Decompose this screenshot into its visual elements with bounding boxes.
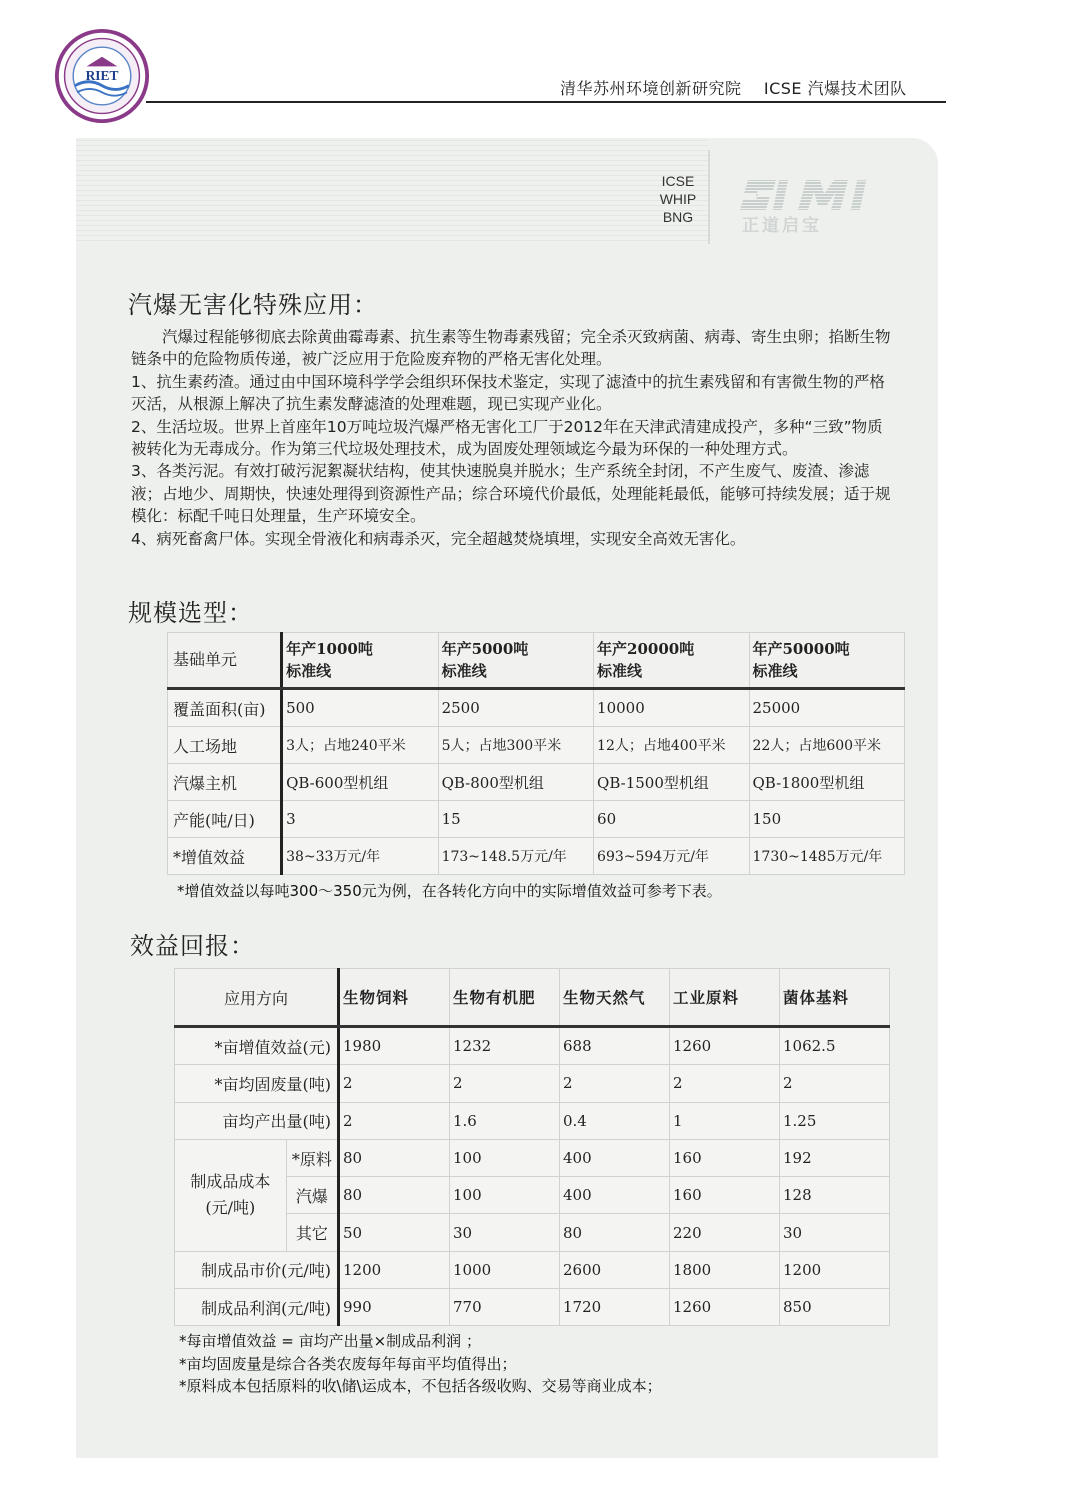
- badge-line: BNG: [662, 209, 694, 225]
- table-header-row: [175, 969, 890, 1027]
- table-cell: 160: [670, 1177, 780, 1214]
- header-divider: [146, 101, 946, 103]
- table-cell: 3: [282, 801, 438, 838]
- table-cell: 25000: [749, 689, 905, 727]
- table-cell: *增值效益: [168, 838, 282, 875]
- table-cell: 制成品市价(元/吨): [175, 1251, 339, 1288]
- table-cell: 100: [450, 1177, 560, 1214]
- table-cell: 产能(吨/日): [168, 801, 282, 838]
- table-cell: 50: [339, 1214, 450, 1251]
- cost-group-label-line: 制成品成本: [190, 1172, 271, 1192]
- brand-logo: [740, 176, 890, 236]
- table-cell: QB-800型机组: [438, 764, 593, 801]
- table-row: [168, 801, 905, 838]
- scale-note: *增值效益以每吨300～350元为例，在各转化方向中的实际增值效益可参考下表。: [177, 882, 722, 900]
- institute-logo: [54, 28, 150, 124]
- table-cell: 128: [780, 1177, 890, 1214]
- table-cell: 1260: [670, 1289, 780, 1326]
- table-cell: 30: [450, 1214, 560, 1251]
- section-title-special: 汽爆无害化特殊应用：: [128, 291, 378, 319]
- table-row: [175, 1139, 890, 1176]
- table-cell: 1720: [560, 1289, 670, 1326]
- table-row: [175, 1251, 890, 1288]
- table-header-cell: 年产5000吨 标准线: [438, 633, 593, 689]
- table-cell: 400: [560, 1139, 670, 1176]
- table-cell: 220: [670, 1214, 780, 1251]
- table-header-row: [168, 633, 905, 689]
- table-cell: 1800: [670, 1251, 780, 1288]
- cost-group-label-line: (元/吨): [205, 1198, 256, 1218]
- table-cell: 1980: [339, 1027, 450, 1065]
- table-cell: 80: [339, 1177, 450, 1214]
- footnote: *亩均固废量是综合各类农废每年每亩平均值得出；: [179, 1354, 517, 1373]
- table-header-cell: 工业原料: [670, 969, 780, 1027]
- table-cell: 1: [670, 1102, 780, 1139]
- table-row: [175, 1065, 890, 1102]
- paragraph: 3、各类污泥。有效打破污泥絮凝状结构，使其快速脱臭并脱水；生产系统全封闭，不产生废气、废渣、渗滤液；占地少、周期快，快速处理得到资源性产品；综合环境代价最低，处理能耗最低，能够可持续发展；适于规模化：标配千吨日处理量，生产环境安全。: [131, 462, 891, 526]
- table-cell: 亩均产出量(吨): [175, 1102, 339, 1139]
- table-cell: 2600: [560, 1251, 670, 1288]
- table-cell: 150: [749, 801, 905, 838]
- table-cell: 1.6: [450, 1102, 560, 1139]
- table-cell: 2: [560, 1065, 670, 1102]
- special-paragraphs: [131, 326, 891, 550]
- table-row: [168, 764, 905, 801]
- decorative-stripes: [76, 140, 708, 244]
- table-cell: 160: [670, 1139, 780, 1176]
- table-cell: 1000: [450, 1251, 560, 1288]
- footnote: *原料成本包括原料的收\储\运成本，不包括各级收购、交易等商业成本；: [179, 1377, 662, 1395]
- table-cell: 770: [450, 1289, 560, 1326]
- table-cell: 汽爆主机: [168, 764, 282, 801]
- table-cell: 30: [780, 1214, 890, 1251]
- badge-line: WHIP: [659, 191, 697, 207]
- table-cell: 2: [339, 1065, 450, 1102]
- table-cell: 80: [339, 1139, 450, 1176]
- benefit-table: [174, 968, 890, 1326]
- table-cell: 850: [780, 1289, 890, 1326]
- paragraph: 汽爆过程能够彻底去除黄曲霉毒素、抗生素等生物毒素残留；完全杀灭致病菌、病毒、寄生虫卵；掐断生物链条中的危险物质传递，被广泛应用于危险废弃物的严格无害化处理。: [131, 328, 891, 369]
- header-title: [560, 76, 907, 99]
- table-cell: 1730~1485万元/年: [749, 838, 905, 875]
- table-row: [175, 1027, 890, 1065]
- benefit-footnotes: [179, 1330, 662, 1398]
- table-cell: QB-1800型机组: [749, 764, 905, 801]
- table-cell: 2: [670, 1065, 780, 1102]
- table-cell: 人工场地: [168, 727, 282, 764]
- paragraph: 2、生活垃圾。世界上首座年10万吨垃圾汽爆严格无害化工厂于2012年在天津武清建成投产，多种“三致”物质被转化为无毒成分。作为第三代垃圾处理技术，成为固废处理领域迄今最为环保的一种处理方式。: [131, 417, 883, 459]
- table-row: [168, 727, 905, 764]
- table-row: [175, 1102, 890, 1139]
- table-row: [168, 689, 905, 727]
- header-team: ICSE 汽爆技术团队: [763, 79, 907, 98]
- table-cell: 10000: [594, 689, 749, 727]
- brand-logo-text: 正道启宝: [742, 216, 822, 236]
- table-cell: 1200: [780, 1251, 890, 1288]
- table-cell: 60: [594, 801, 749, 838]
- table-cell: 500: [282, 689, 438, 727]
- table-cell: 22人；占地600平米: [749, 727, 905, 764]
- icse-badge: [640, 172, 716, 226]
- section-title-benefit: 效益回报：: [130, 932, 255, 960]
- table-cell: 1200: [339, 1251, 450, 1288]
- table-row: [168, 838, 905, 875]
- scale-table: [167, 632, 905, 875]
- table-cell: 5人；占地300平米: [438, 727, 593, 764]
- table-cell: 2: [450, 1065, 560, 1102]
- table-cell: 1260: [670, 1027, 780, 1065]
- table-cell: 3人；占地240平米: [282, 727, 438, 764]
- table-header-cell: 生物饲料: [339, 969, 450, 1027]
- header-institute: 清华苏州环境创新研究院: [560, 79, 742, 98]
- paragraph: 1、抗生素药渣。通过由中国环境科学学会组织环保技术鉴定，实现了滤渣中的抗生素残留和有害微生物的严格灭活，从根源上解决了抗生素发酵滤渣的处理难题，现已实现产业化。: [131, 372, 885, 414]
- footnote: *每亩增值效益 = 亩均产出量×制成品利润 ；: [179, 1332, 481, 1350]
- table-cell: *亩增值效益(元): [175, 1027, 339, 1065]
- table-cell: 2500: [438, 689, 593, 727]
- table-header-cell: 年产50000吨 标准线: [749, 633, 905, 689]
- table-cell: 990: [339, 1289, 450, 1326]
- logo-text: RIET: [85, 67, 119, 83]
- table-header-cell: 年产1000吨 标准线: [282, 633, 438, 689]
- table-header-cell: 应用方向: [175, 969, 339, 1027]
- table-cell: 1062.5: [780, 1027, 890, 1065]
- table-cell: 12人；占地400平米: [594, 727, 749, 764]
- table-cell: 38~33万元/年: [282, 838, 438, 875]
- section-title-scale: 规模选型：: [128, 599, 253, 627]
- table-cell: 400: [560, 1177, 670, 1214]
- table-cell: QB-600型机组: [282, 764, 438, 801]
- table-header-cell: 生物有机肥: [450, 969, 560, 1027]
- table-cell: 688: [560, 1027, 670, 1065]
- table-cell: 0.4: [560, 1102, 670, 1139]
- paragraph: 4、病死畜禽尸体。实现全骨液化和病毒杀灭，完全超越焚烧填埋，实现安全高效无害化。: [131, 529, 746, 548]
- table-cell: 覆盖面积(亩): [168, 689, 282, 727]
- table-cell: 15: [438, 801, 593, 838]
- table-cell: 其它: [286, 1214, 338, 1251]
- cost-group-label: [175, 1139, 287, 1251]
- table-row: [175, 1289, 890, 1326]
- table-cell: QB-1500型机组: [594, 764, 749, 801]
- table-cell: 192: [780, 1139, 890, 1176]
- table-cell: 1.25: [780, 1102, 890, 1139]
- table-cell: 173~148.5万元/年: [438, 838, 593, 875]
- table-cell: 2: [339, 1102, 450, 1139]
- table-header-cell: 年产20000吨 标准线: [594, 633, 749, 689]
- table-cell: 汽爆: [286, 1177, 338, 1214]
- table-cell: *原料: [286, 1139, 338, 1176]
- table-cell: *亩均固废量(吨): [175, 1065, 339, 1102]
- table-header-cell: 基础单元: [168, 633, 282, 689]
- table-header-cell: 生物天然气: [560, 969, 670, 1027]
- table-cell: 100: [450, 1139, 560, 1176]
- table-cell: 制成品利润(元/吨): [175, 1289, 339, 1326]
- badge-line: ICSE: [661, 173, 695, 189]
- table-cell: 2: [780, 1065, 890, 1102]
- table-cell: 1232: [450, 1027, 560, 1065]
- table-header-cell: 菌体基料: [780, 969, 890, 1027]
- table-cell: 693~594万元/年: [594, 838, 749, 875]
- table-cell: 80: [560, 1214, 670, 1251]
